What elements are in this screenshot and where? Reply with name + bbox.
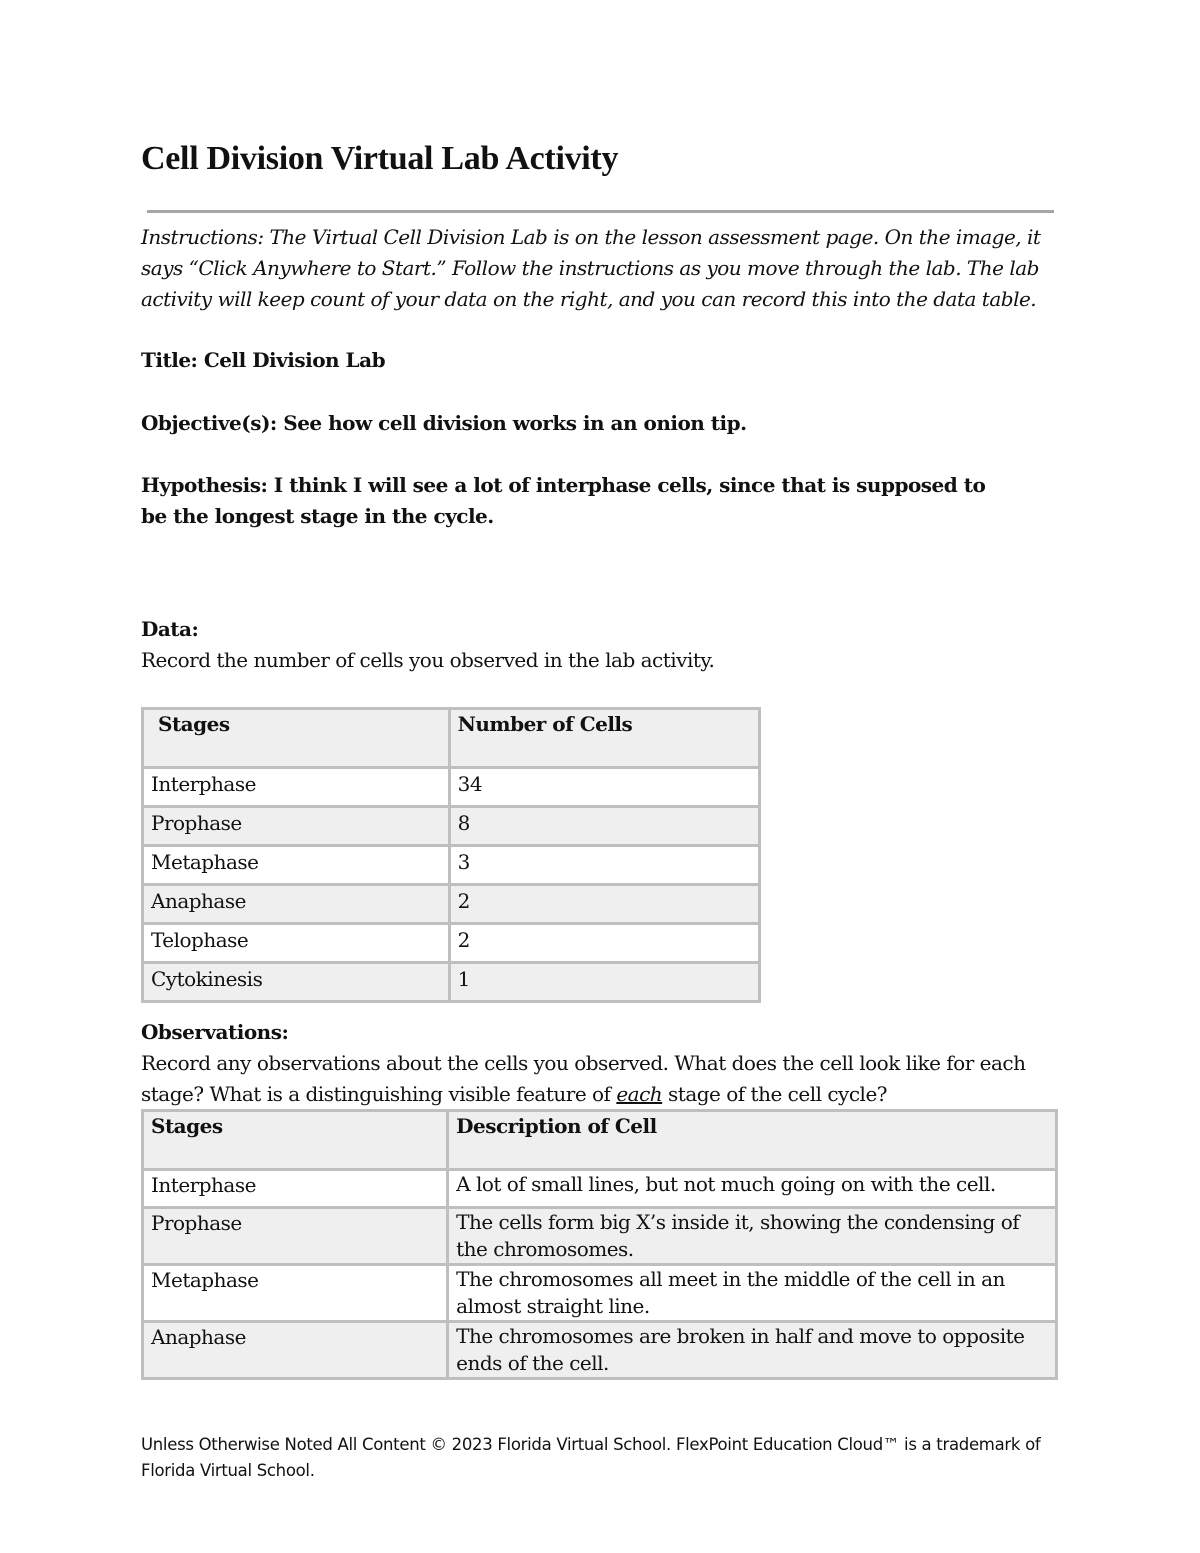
observations-heading: Observations: — [141, 1020, 289, 1044]
column-header-stages: Stages — [143, 709, 450, 768]
hypothesis-line: Hypothesis: I think I will see a lot of interphase cells, since that is supposed to be the longest stage in the cycle. — [141, 473, 986, 528]
table-row — [143, 963, 760, 1002]
column-header-stages: Stages — [143, 1111, 448, 1170]
count-cell: 3 — [449, 846, 759, 885]
count-cell: 1 — [449, 963, 759, 1002]
description-cell: The chromosomes all meet in the middle of the cell in an almost straight line. — [448, 1265, 1057, 1322]
stage-cell: Interphase — [143, 768, 450, 807]
observations-prompt-start: Record any observations about the cells you observed. What does the cell look like for each stage? What is a distinguishing visible feature of — [141, 1051, 1026, 1106]
lab-title-line: Title: Cell Division Lab — [141, 348, 386, 372]
cell-count-table — [141, 707, 761, 1003]
table-header-row — [143, 709, 760, 768]
data-heading: Data: — [141, 617, 199, 641]
observations-table — [141, 1109, 1058, 1380]
table-header-row — [143, 1111, 1057, 1170]
data-prompt: Record the number of cells you observed in the lab activity. — [141, 648, 715, 672]
column-header-number-of-cells: Number of Cells — [449, 709, 759, 768]
stage-cell: Cytokinesis — [143, 963, 450, 1002]
stage-cell: Prophase — [143, 807, 450, 846]
table-row — [143, 846, 760, 885]
stage-cell: Interphase — [143, 1170, 448, 1208]
document-title: Cell Division Virtual Lab Activity — [141, 140, 619, 177]
description-cell: The cells form big X’s inside it, showing the condensing of the chromosomes. — [448, 1208, 1057, 1265]
description-cell: A lot of small lines, but not much going on with the cell. — [448, 1170, 1057, 1208]
table-row — [143, 768, 760, 807]
stage-cell: Metaphase — [143, 846, 450, 885]
observations-prompt — [141, 1048, 1041, 1110]
column-header-description: Description of Cell — [448, 1111, 1057, 1170]
table-row — [143, 1265, 1057, 1322]
title-divider — [147, 210, 1054, 213]
stage-cell: Prophase — [143, 1208, 448, 1265]
table-row — [143, 885, 760, 924]
table-row — [143, 1208, 1057, 1265]
stage-cell: Metaphase — [143, 1265, 448, 1322]
copyright-footer: Unless Otherwise Noted All Content © 2023 Florida Virtual School. FlexPoint Education Cloud™ is a trademark of Florida Virtual School. — [141, 1435, 1041, 1480]
count-cell: 34 — [449, 768, 759, 807]
count-cell: 8 — [449, 807, 759, 846]
stage-cell: Telophase — [143, 924, 450, 963]
count-cell: 2 — [449, 885, 759, 924]
description-cell: The chromosomes are broken in half and move to opposite ends of the cell. — [448, 1322, 1057, 1379]
instructions-paragraph: Instructions: The Virtual Cell Division Lab is on the lesson assessment page. On the image, it says “Click Anywhere to Start.” Follow the instructions as you move through the lab. The lab activity will keep count of your data on the right, and you can record this into the data table. — [141, 225, 1041, 311]
count-cell: 2 — [449, 924, 759, 963]
table-row — [143, 924, 760, 963]
table-row — [143, 807, 760, 846]
stage-cell: Anaphase — [143, 1322, 448, 1379]
observations-prompt-emphasis: each — [616, 1082, 663, 1106]
stage-cell: Anaphase — [143, 885, 450, 924]
observations-prompt-end: stage of the cell cycle? — [662, 1082, 888, 1106]
table-row — [143, 1322, 1057, 1379]
table-row — [143, 1170, 1057, 1208]
objective-line: Objective(s): See how cell division works in an onion tip. — [141, 411, 747, 435]
